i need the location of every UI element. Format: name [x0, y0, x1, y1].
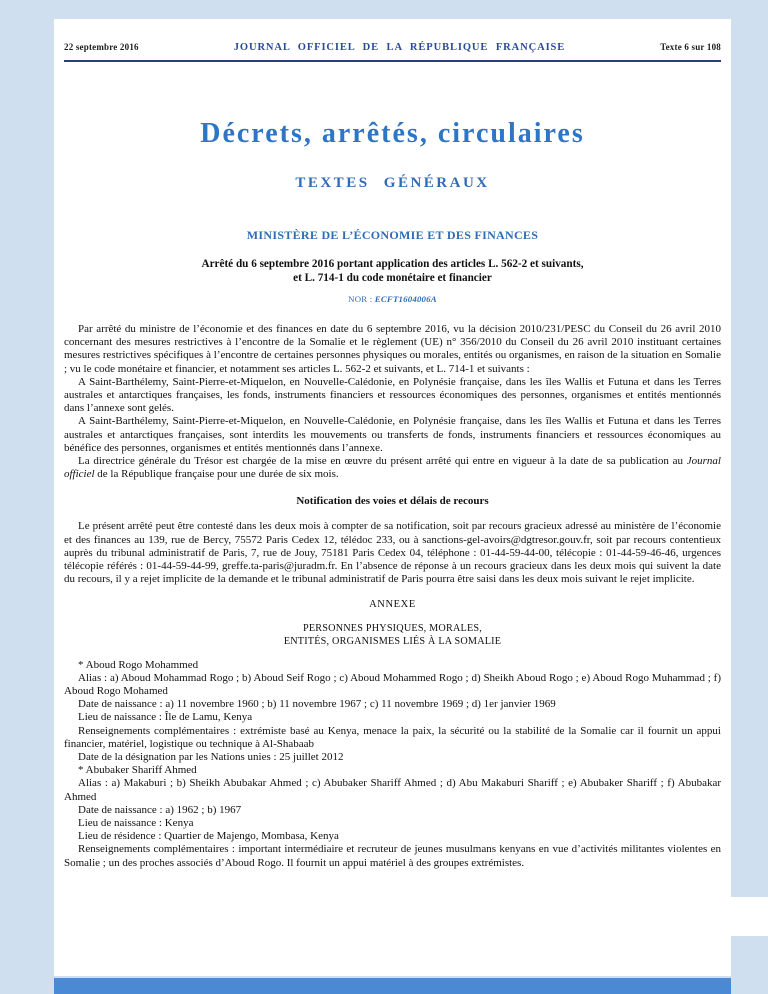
paragraph-1: Par arrêté du ministre de l’économie et des finances en date du 6 septembre 2016, vu la décision 2010/231/PESC du Conseil du 26 avril 2010 concernant des mesures restrictives à l’encontre de la Somalie et le règlement (UE) n° 356/2010 du Conseil du 26 avril 2010 instituant certaines mesures restrictives spécifiques à l’encontre de certaines personnes physiques ou morales, entités ou organismes, en raison de la situation en Somalie ; vu le code monétaire et financier, et notamment ses articles L. 562-2 et suivants, et L. 714-1 et suivants :: [64, 323, 721, 375]
annexe-entry-birthplace: Lieu de naissance : Kenya: [78, 817, 194, 830]
header-date: 22 septembre 2016: [64, 42, 139, 52]
overlay-white-box: [726, 897, 768, 936]
annexe-entry-details: Renseignements complémentaires : important intermédiaire et recruteur de jeunes musulmans kenyans en vue d’activités militantes violentes en Somalie ; un des proches associés d’Aboud Rogo. Il fournit un appui matériel à des groupes extrémistes.: [64, 843, 721, 869]
annexe-subtitle-line1: PERSONNES PHYSIQUES, MORALES,: [302, 623, 483, 635]
annexe-entry-birthdate: Date de naissance : a) 1962 ; b) 1967: [78, 803, 242, 816]
annexe-entries: [64, 659, 721, 870]
ministry-heading: MINISTÈRE DE L’ÉCONOMIE ET DES FINANCES: [246, 228, 539, 242]
header-journal-title: JOURNAL OFFICIEL DE LA RÉPUBLIQUE FRANÇAISE: [233, 42, 566, 53]
annexe-entry-alias: Alias : a) Makaburi ; b) Sheikh Abubakar Ahmed ; c) Abubaker Shariff Ahmed ; d) Abu Makaburi Shariff ; e) Abubaker Shariff ; f) Abubakar Ahmed: [64, 777, 721, 803]
recours-paragraph: Le présent arrêté peut être contesté dans les deux mois à compter de sa notification, soit par recours gracieux adressé au ministère de l’économie et des finances au 139, rue de Bercy, 75572 Paris Cedex 12, télédoc 233, ou à sanctions-gel-avoirs@dgtresor.gouv.fr, soit par recours contentieux auprès du tribunal administratif de Paris, 7, rue de Jouy, 75181 Paris Cedex 04, téléphone : 01-44-59-44-00, télécopie : 01-44-59-46-46, urgences télécopie référés : 01-44-59-44-99, greffe.ta-paris@juradm.fr. En l’absence de réponse à un recours gracieux dans les deux mois qui suivent la date du recours, il y a rejet implicite de la demande et le tribunal administratif de Paris pourra être saisi dans les deux mois suivant le rejet implicite.: [64, 520, 721, 586]
decree-title-line1: Arrêté du 6 septembre 2016 portant application des articles L. 562-2 et suivants,: [201, 258, 584, 270]
paragraph-4-text: La directrice générale du Trésor est chargée de la mise en œuvre du présent arrêté qui entre en vigueur à la date de sa publication au: [78, 455, 687, 468]
annexe-entry-birthplace: Lieu de naissance : Île de Lamu, Kenya: [78, 711, 253, 724]
decree-title-line2: et L. 714-1 du code monétaire et financier: [293, 271, 492, 284]
annexe-entry-designation-date: Date de la désignation par les Nations unies : 25 juillet 2012: [78, 751, 344, 764]
nor-code: ECFT1604006A: [374, 294, 437, 304]
annexe-subtitle: [64, 623, 721, 648]
paragraph-3: A Saint-Barthélemy, Saint-Pierre-et-Miquelon, en Nouvelle-Calédonie, en Polynésie française, dans les îles Wallis et Futuna et dans les Terres australes et antarctiques françaises, sont interdits les mouvements ou transferts de fonds, instruments financiers et ressources économiques au bénéfice des personnes, organismes et entités mentionnés dans l’annexe.: [64, 415, 721, 454]
journal-header: [64, 42, 721, 62]
annexe-entry-birthdate: Date de naissance : a) 11 novembre 1960 ; b) 11 novembre 1967 ; c) 11 novembre 1969 ; d) 1er janvier 1969: [78, 698, 556, 711]
paragraph-4-text-end: de la République française pour une durée de six mois.: [94, 468, 339, 481]
annexe-entry-residence: Lieu de résidence : Quartier de Majengo, Mombasa, Kenya: [78, 830, 339, 843]
header-text-ref: Texte 6 sur 108: [660, 42, 721, 52]
annexe-title: ANNEXE: [369, 599, 416, 611]
annexe-entry-name: * Abubaker Shariff Ahmed: [78, 764, 197, 777]
section-title: TEXTES GÉNÉRAUX: [295, 175, 490, 191]
annexe-entry-alias: Alias : a) Aboud Mohammad Rogo ; b) Aboud Seif Rogo ; c) Aboud Mohammed Rogo ; d) Sheikh Aboud Rogo ; e) Aboud Rogo Muhammad ; f) Aboud Rogo Mohamed: [64, 671, 721, 698]
paragraph-2: A Saint-Barthélemy, Saint-Pierre-et-Miquelon, en Nouvelle-Calédonie, en Polynésie française, dans les îles Wallis et Futuna et dans les Terres australes et antarctiques françaises, les fonds, instruments financiers et ressources économiques des personnes, organismes et entités mentionnés dans l’annexe sont gelés.: [64, 375, 721, 415]
annexe-subtitle-line2: ENTITÉS, ORGANISMES LIÉS À LA SOMALIE: [283, 636, 502, 648]
annexe-entry-name: * Aboud Rogo Mohammed: [78, 658, 199, 671]
decree-title: [64, 258, 721, 285]
journal-officiel-italic: Journal officiel: [64, 455, 721, 481]
nor-line: [64, 294, 721, 304]
paragraph-4: [64, 455, 721, 481]
document-page: [54, 19, 731, 976]
recours-heading: Notification des voies et délais de recours: [296, 495, 489, 508]
annexe-entry-details: Renseignements complémentaires : extrémiste basé au Kenya, menace la paix, la sécurité ou la stabilité de la Somalie car il fournit un appui financier, matériel, logistique ou technique à Al-Shabaab: [64, 724, 721, 750]
next-page-strip: [54, 978, 731, 994]
main-title: Décrets, arrêtés, circulaires: [200, 118, 585, 149]
nor-label: NOR :: [348, 294, 375, 304]
